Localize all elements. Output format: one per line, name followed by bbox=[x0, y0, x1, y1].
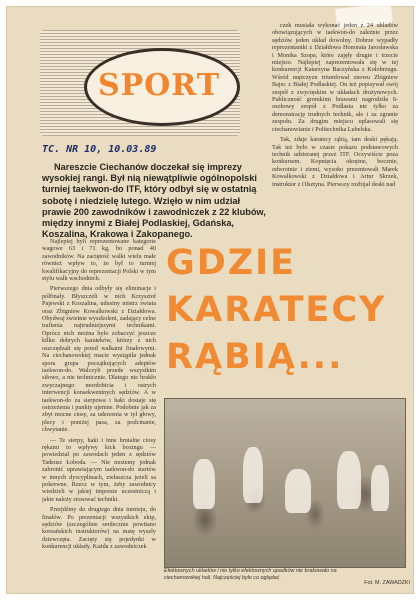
newspaper-clipping bbox=[6, 6, 414, 594]
right-text-column bbox=[272, 22, 398, 238]
paragraph: — Te sierpy, haki i inne brutalne ciosy rękami to wpływy kick boxingu — powiedział po zawodach jeden z sędziów Tadeusz Łoboda. — Nie możemy jednak zabronić uprawiającym taekwon-do startów w innych dyscyplinach, zwłaszcza jeżeli sa pokrewne. Rzecz w tym, żeby zawodnicy wiedzieli w jakiej imprezie uczestniczą i jakie należy stosować techniki. bbox=[42, 436, 156, 503]
photo-caption: Efektownych układów i nie tylko efektownych upadków nie brakowało na ciechanowskiej hali. Najczęściej było co oglądać. bbox=[164, 568, 337, 581]
figure bbox=[337, 451, 361, 509]
headline-line: GDZIE bbox=[166, 243, 297, 283]
headline-line: RĄBIĄ... bbox=[166, 337, 344, 377]
sport-section-header bbox=[40, 30, 240, 136]
paragraph: czek musiała wykonać jeden z 24 układów obowiązujących w taekwon-do zależnie przez sędziów jeden układ dowolny. Dobrze wypadły reprezentantki z Działdowa Honorata Jarosławska i Monika Szopa, które zajęły drugie i trzecie miejsce. Najlepiej zaprezentowała się w tej konkurencji Katarzyna Baczyńska z Kołobrzegu. Wśród mężczyzn triumfował znowu Zbigniew Bajec z Białej Podlaskiej. On też popisywał swój zespół z zwycięskim w układach drużynowych. Publiczność gromkimi brawami nagrodziła 6-osobowy zespół z Podlasia nie tylko za demonstrację trudnych technik, ale i za zgranie zespołu. Za drugim miejscu uplasowali się ciechanowianie i Politechnika Lubelska. bbox=[272, 22, 398, 133]
figure bbox=[371, 465, 389, 511]
paragraph: Pierwszego dnia odbyły się eliminacje i półfinały. Błyszczeli w nich Krzysztof Pajewski z Koszalina, udusiny mistrz świata oraz Zbigniew Kowalkowski z Działdowa. Obydwaj świetnie wyszkoleni, zadający celne trafienia najtrudniejszymi technikami. Oprócz nich można było zobaczyć jeszcze kilku dobrych karateków, którzy z nich oszczędzali się przed walkami finałowymi. Na ciechanowskiej macie wystąpiła jednak spora grupa początkujących adeptów taekwon-do. Walczyli przede wszystkim siłowo, a nie technicznie. Dlatego nie brakło zwyczajnego mordobicia i ostrych interwencji konsekwentnych sędziów. A w taekwon-do za sierpowa i haki dostaje się ostrzeżenia i punkty ujemne. Podobnie jak za zbyt mocne ciosy, za uderzenia w tył głowy, plecy i poniżej pasa, za podcinanie, chwytanie. bbox=[42, 285, 156, 434]
paragraph: Przejdźmy do drugiego dnia turnieju, do finałów. Po prezentacji wszystkich ekip, sędziów (szczególnie serdecznie powitano koreańskich instruktorów) na matę wyszły dziewczęta. Zacięty się pojedynki w konkurencji układy. Każda z zawodniczek bbox=[42, 506, 156, 551]
figure bbox=[193, 459, 215, 509]
headline-line: KARATECY bbox=[166, 290, 387, 330]
left-text-column bbox=[42, 238, 156, 572]
lead-paragraph: Nareszcie Ciechanów doczekał się imprezy wysokiej rangi. Był nią niewątpliwie ogólnopolski turniej taekwon-do ITF, który odbył się w ostatnią sobotę i niedzielę lutego. Wzięło w nim udział prawie 200 zawodników i zawodniczek z 22 klubów, między innymi z Białej Podlaskiej, Gdańska, Koszalina, Krakowa i Zakopanego. bbox=[42, 162, 266, 240]
photo-credit: Fot. M. ZAWADZKI bbox=[364, 580, 410, 586]
figure bbox=[285, 469, 311, 513]
karate-photo bbox=[164, 398, 406, 568]
paragraph: Tak, zdaje karatecy rąbią, tam deski pękają. Tak też było w czasie pokazu podstawowych technik udzieranej przez ITF. Oczywiście poza konkursem. Kopnięcia okrężne, bocznie, odwrotnie i ziemi, wysoko prezentowali Marek Kowalkowski z Działdowa i Artur Skrzek, instruktor z Olsztyna. Pierwszy rozbijał deski nad bbox=[272, 136, 398, 188]
handwritten-note: TC. NR 10, 10.03.89 bbox=[42, 144, 157, 155]
article-headline bbox=[166, 240, 406, 381]
paragraph: Najlepiej byli reprezentowane kategorie wagowe 63 i 71 kg, bo ponad 40 zawodników. Na zaciętość walki wielu małe również wpływ to, że był to turniej kwalifikacyjny do reprezentacji Polski w tym stylu walk wschodnich. bbox=[42, 238, 156, 283]
figure bbox=[243, 447, 263, 503]
section-label: SPORT bbox=[97, 68, 221, 103]
